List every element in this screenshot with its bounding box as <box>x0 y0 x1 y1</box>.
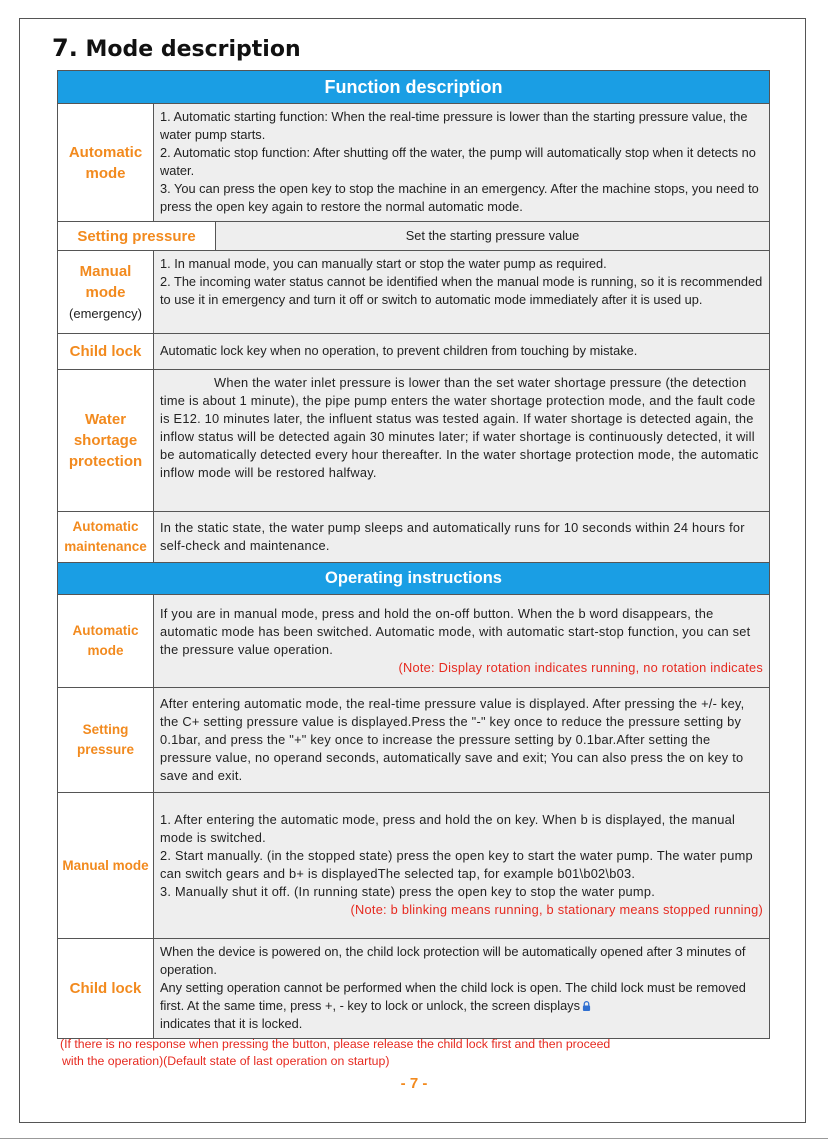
note-text: (Note: Display rotation indicates running, no rotation indicates <box>398 659 764 675</box>
row-text-setting-pressure: Set the starting pressure value <box>216 222 770 251</box>
function-description-header: Function description <box>58 71 770 104</box>
text-line: If you are in manual mode, press and hold the on-off button. When the b word disappears, the automatic mode has been switched. Automatic mode, with automatic start-stop function, you can set the pressure value operation. <box>160 605 751 657</box>
row-label-op-manual-mode: Manual mode <box>58 793 154 939</box>
row-text-automatic-mode <box>154 104 770 222</box>
row-text-op-child-lock <box>154 939 770 1039</box>
footer-note-line: with the operation)(Default state of last operation on startup) <box>62 1054 390 1068</box>
footer-note <box>60 1036 610 1070</box>
row-label-op-child-lock: Child lock <box>58 939 154 1039</box>
note-text: (Note: b blinking means running, b stationary means stopped running) <box>350 902 764 917</box>
row-label-op-setting-pressure: Setting pressure <box>58 688 154 793</box>
row-label-op-automatic-mode: Automatic mode <box>58 595 154 688</box>
section-number: 7. <box>52 34 78 62</box>
text-line <box>160 979 763 1033</box>
text-line: 3. Manually shut it off. (In running state) press the open key to stop the water pump. <box>160 884 656 899</box>
row-label-manual-mode <box>58 251 154 334</box>
water-shortage-text: When the water inlet pressure is lower than the set water shortage pressure (the detection time is about 1 minute), the pipe pump enters the water shortage protection mode, and the fault code is E12. 10 minutes later, the influent status was tested again. If water shortage is detected again, the inflow status will be detected again 30 minutes later; if water shortage is continuously detected, it will be automatically detected every hour thereafter. In the water shortage protection mode, the automatic inflow mode will be restored halfway. <box>160 375 759 480</box>
row-label-setting-pressure: Setting pressure <box>58 222 216 251</box>
row-text-automatic-maintenance: In the static state, the water pump sleeps and automatically runs for 10 seconds within 24 hours for self-check and maintenance. <box>154 512 770 563</box>
row-text-manual-mode <box>154 251 770 334</box>
text-line: 1. In manual mode, you can manually start or stop the water pump as required. <box>160 256 607 271</box>
table-row <box>58 251 770 334</box>
table-row <box>58 939 770 1039</box>
section-heading <box>52 34 301 62</box>
page-number: - 7 - <box>400 1075 428 1092</box>
row-text-op-automatic-mode <box>154 595 770 688</box>
mode-table <box>57 70 770 1039</box>
table-row <box>58 512 770 563</box>
manual-mode-sublabel: (emergency) <box>69 305 142 321</box>
table-row <box>58 370 770 512</box>
row-label-automatic-maintenance: Automatic maintenance <box>58 512 154 563</box>
row-text-water-shortage <box>154 370 770 512</box>
row-text-op-setting-pressure: After entering automatic mode, the real-time pressure value is displayed. After pressing the +/- key, the C+ setting pressure value is displayed.Press the "-" key once to reduce the pressure setting by 0.1bar, and press the "+" key once to increase the pressure setting by 0.1bar.After setting the pressure value, no operand seconds, automatically save and exit; You can also press the on key to save and exit. <box>154 688 770 793</box>
child-lock-text: Any setting operation cannot be performed when the child lock is open. The child lock must be removed first. At the same time, press +, - key to lock or unlock, the screen displays <box>160 980 746 1013</box>
table-row <box>58 334 770 370</box>
table-row <box>58 688 770 793</box>
child-lock-text-end: indicates that it is locked. <box>160 1016 303 1031</box>
table-row <box>58 595 770 688</box>
row-label-automatic-mode: Automatic mode <box>58 104 154 222</box>
table-row <box>58 104 770 222</box>
text-line: 3. You can press the open key to stop the machine in an emergency. After the machine stops, you need to press the open key again to restore the normal automatic mode. <box>160 181 759 214</box>
text-line: 2. Automatic stop function: After shutting off the water, the pump will automatically stop when it detects no water. <box>160 145 756 178</box>
manual-mode-label: Manual mode <box>79 262 132 301</box>
bottom-rule <box>0 1138 828 1139</box>
row-label-child-lock: Child lock <box>58 334 154 370</box>
row-text-op-manual-mode <box>154 793 770 939</box>
section-title: Mode description <box>85 37 301 62</box>
table-row <box>58 222 770 251</box>
text-line: 1. After entering the automatic mode, press and hold the on key. When b is displayed, the manual mode is switched. <box>160 812 736 845</box>
text-line: 1. Automatic starting function: When the real-time pressure is lower than the starting pressure value, the water pump starts. <box>160 109 748 142</box>
table-row <box>58 793 770 939</box>
text-line: 2. The incoming water status cannot be identified when the manual mode is running, so it is recommended to use it in emergency and turn it off or switch to automatic mode immediately after it is used up. <box>160 274 763 307</box>
row-label-water-shortage: Water shortage protection <box>58 370 154 512</box>
lock-icon <box>582 1001 591 1011</box>
footer-note-line: (If there is no response when pressing the button, please release the child lock first and then proceed <box>60 1037 611 1051</box>
operating-instructions-header: Operating instructions <box>58 563 770 595</box>
text-line: When the device is powered on, the child lock protection will be automatically opened after 3 minutes of operation. <box>160 944 746 977</box>
text-line: 2. Start manually. (in the stopped state) press the open key to start the water pump. The water pump can switch gears and b+ is displayedThe selected tap, for example b01\b02\b03. <box>160 848 753 881</box>
row-text-child-lock: Automatic lock key when no operation, to prevent children from touching by mistake. <box>154 334 770 370</box>
